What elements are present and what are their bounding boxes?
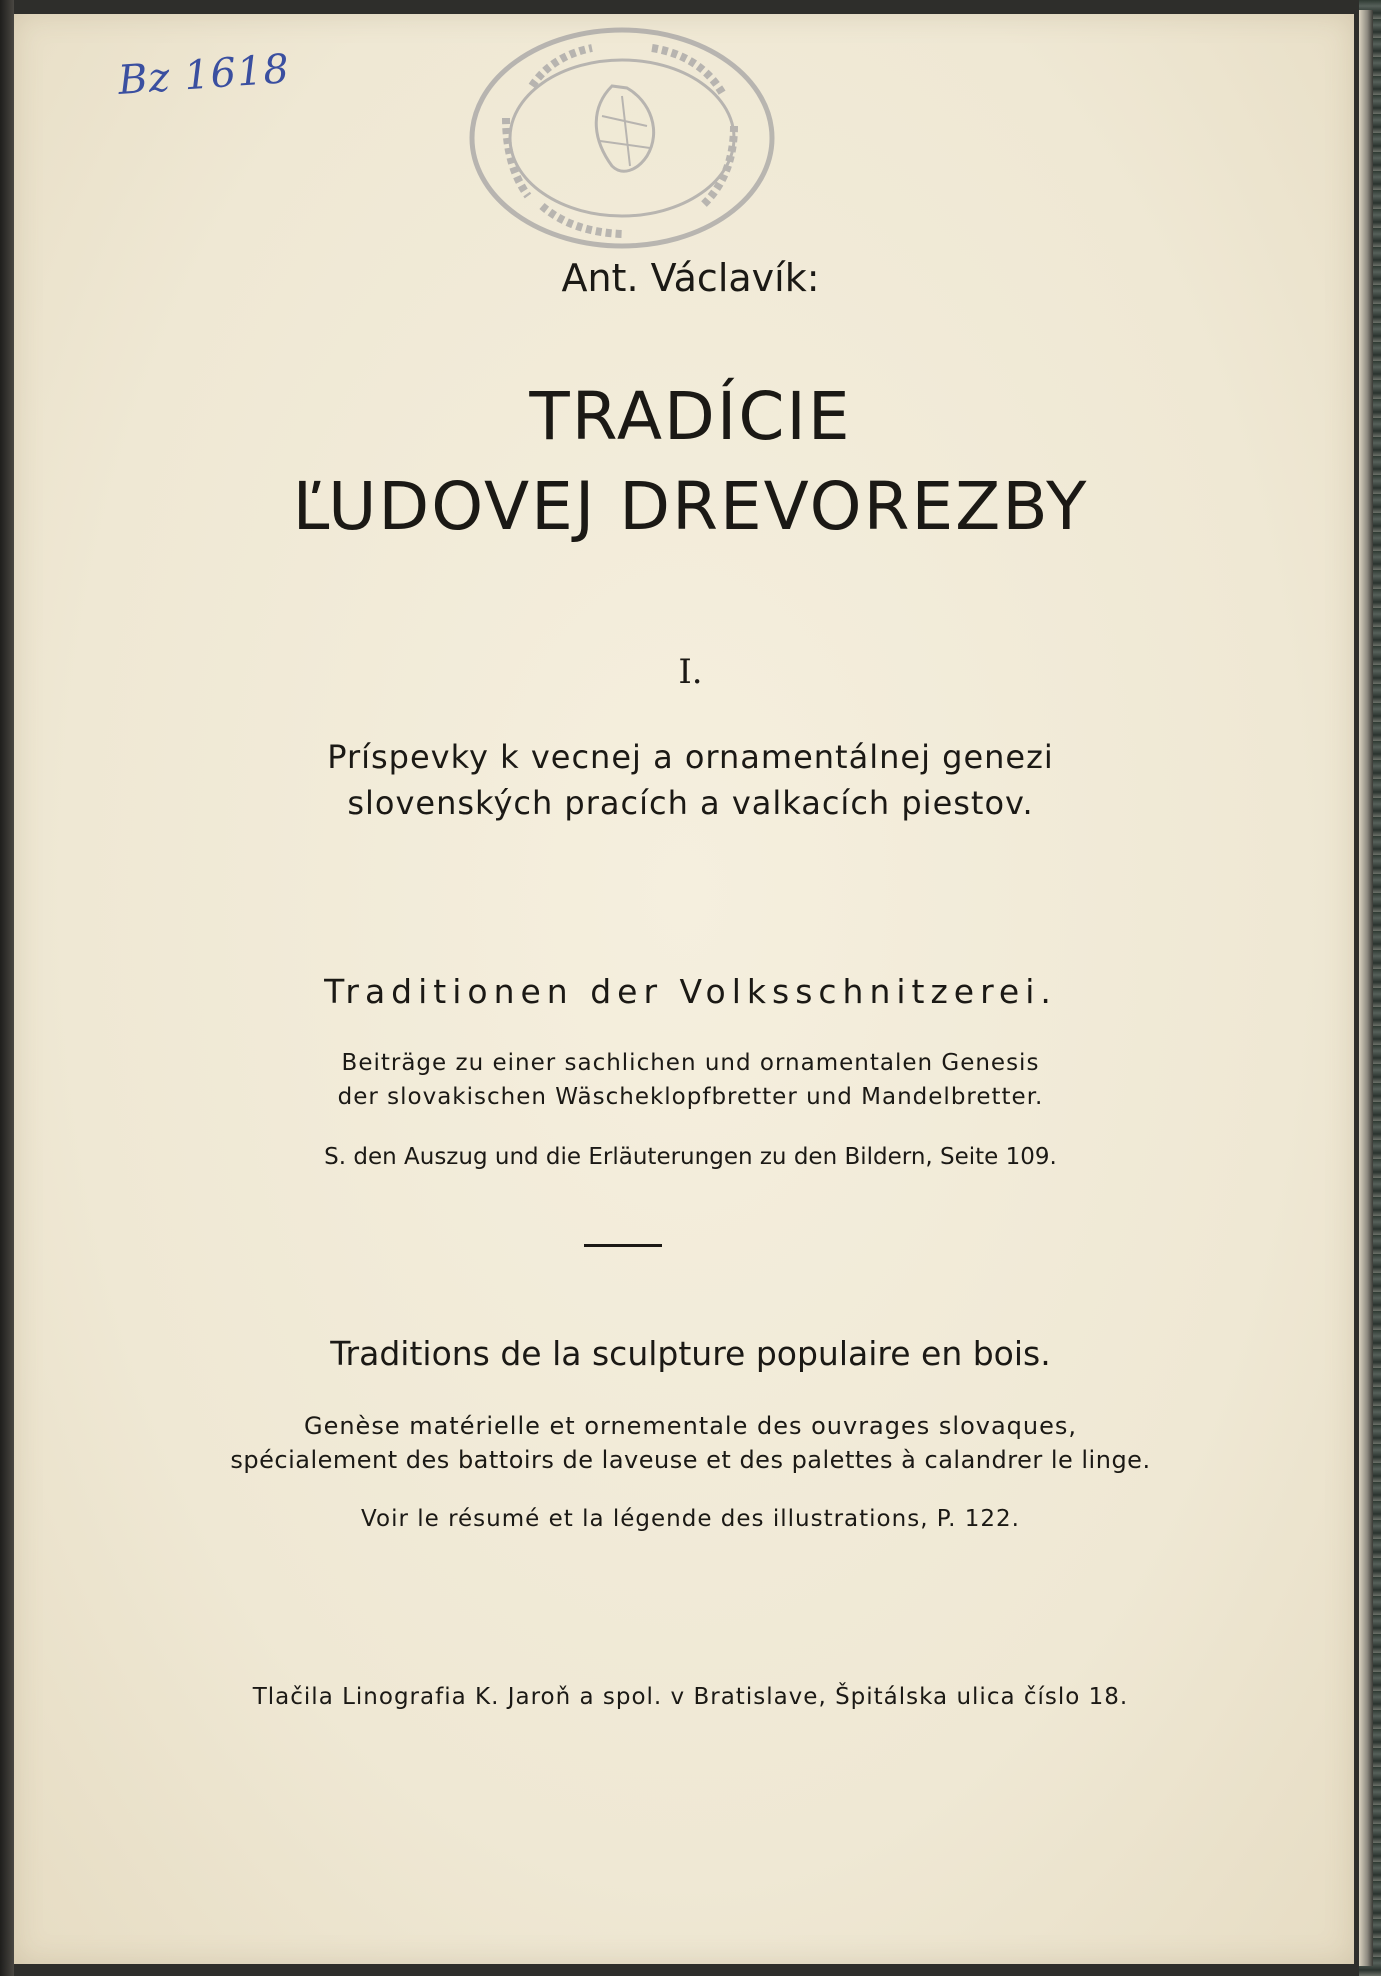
book-title-line-1: TRADÍCIE	[529, 378, 852, 455]
section-divider	[584, 1244, 662, 1247]
library-stamp-icon	[462, 26, 782, 266]
author-name: Ant. Václavík:	[561, 256, 820, 300]
french-page-reference: Voir le résumé et la légende des illustrations, P. 122.	[361, 1506, 1020, 1532]
french-subtitle-line-1: Genèse matérielle et ornementale des ouvrages slovaques,	[303, 1412, 1078, 1440]
german-subtitle-line-2: der slovakischen Wäscheklopfbretter und Mandelbretter.	[337, 1084, 1044, 1110]
slovak-subtitle-line-1: Príspevky k vecnej a ornamentálnej genezi	[327, 738, 1054, 776]
german-subtitle-line-1: Beiträge zu einer sachlichen und ornamentalen Genesis	[341, 1050, 1040, 1076]
book-title-line-2: ĽUDOVEJ DREVOREZBY	[292, 468, 1089, 545]
volume-number: I.	[678, 652, 703, 692]
german-page-reference: S. den Auszug und die Erläuterungen zu den Bildern, Seite 109.	[324, 1144, 1057, 1170]
slovak-subtitle-line-2: slovenských pracích a valkacích piestov.	[347, 784, 1034, 822]
french-subtitle-line-2: spécialement des battoirs de laveuse et des palettes à calandrer le linge.	[230, 1446, 1151, 1474]
german-title: Traditionen der Volksschnitzerei.	[324, 972, 1057, 1011]
handwritten-shelfmark: Bz 1618	[116, 46, 292, 104]
printer-imprint: Tlačila Linografia K. Jaroň a spol. v Bratislave, Špitálska ulica číslo 18.	[252, 1684, 1129, 1710]
french-title: Traditions de la sculpture populaire en bois.	[330, 1334, 1051, 1373]
